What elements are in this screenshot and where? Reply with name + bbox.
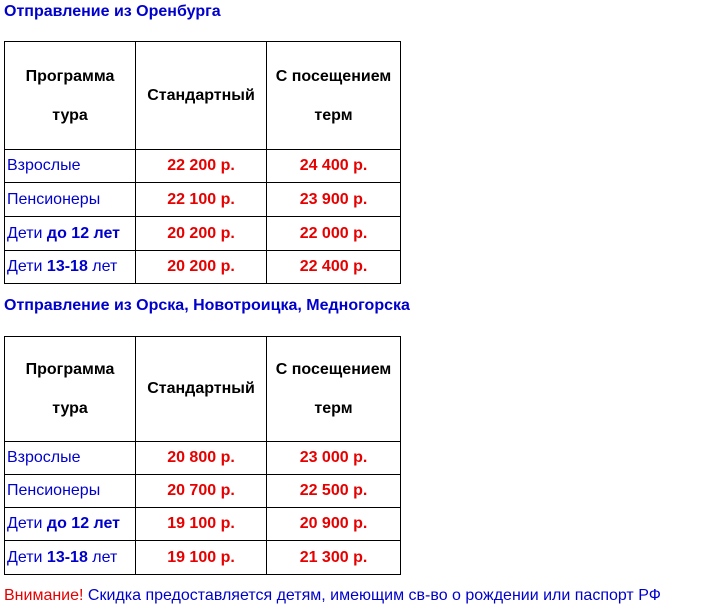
header-with-terms [267, 337, 401, 442]
header-with-terms-line2: терм [314, 400, 353, 417]
price-with-terms: 22 400 р. [267, 251, 401, 284]
price-with-terms: 24 400 р. [267, 150, 401, 183]
price-standard: 19 100 р. [136, 508, 267, 541]
table-row [5, 541, 401, 575]
row-label: Пенсионеры [5, 475, 136, 508]
header-program-line2: тура [52, 106, 88, 124]
header-with-terms-line1: С посещением [275, 67, 392, 85]
table-row [5, 183, 401, 217]
table-row [5, 217, 401, 251]
row-label: Пенсионеры [5, 183, 136, 217]
price-with-terms: 23 000 р. [267, 442, 401, 475]
price-table-orenburg [4, 41, 401, 284]
header-program-line1: Программа [25, 361, 115, 378]
price-with-terms: 20 900 р. [267, 508, 401, 541]
table-row [5, 442, 401, 475]
price-standard: 20 200 р. [136, 217, 267, 251]
section-title-orenburg: Отправление из Оренбурга [4, 3, 221, 20]
price-with-terms: 21 300 р. [267, 541, 401, 575]
row-label: Дети 13-18 лет [5, 541, 136, 575]
price-with-terms: 22 500 р. [267, 475, 401, 508]
row-label: Дети до 12 лет [5, 217, 136, 251]
price-standard: 20 200 р. [136, 251, 267, 284]
header-standard: Стандартный [136, 337, 267, 442]
price-with-terms: 23 900 р. [267, 183, 401, 217]
price-standard: 20 800 р. [136, 442, 267, 475]
header-with-terms-line1: С посещением [275, 361, 392, 378]
header-standard: Стандартный [136, 42, 267, 150]
price-table-orsk [4, 336, 401, 575]
row-label: Дети до 12 лет [5, 508, 136, 541]
table-row [5, 150, 401, 183]
row-label: Взрослые [5, 442, 136, 475]
header-program-line2: тура [52, 400, 88, 417]
section-title-orsk: Отправление из Орска, Новотроицка, Медногорска [4, 297, 410, 314]
header-program-line1: Программа [25, 67, 115, 85]
price-standard: 20 700 р. [136, 475, 267, 508]
table-row [5, 475, 401, 508]
row-label: Дети 13-18 лет [5, 251, 136, 284]
price-standard: 22 200 р. [136, 150, 267, 183]
header-with-terms-line2: терм [314, 106, 353, 124]
header-program [5, 337, 136, 442]
price-standard: 22 100 р. [136, 183, 267, 217]
notice-warning: Внимание! [4, 587, 84, 604]
price-with-terms: 22 000 р. [267, 217, 401, 251]
table-header-row [5, 337, 401, 442]
row-label: Взрослые [5, 150, 136, 183]
notice-text: Скидка предоставляется детям, имеющим св-во о рождении или паспорт РФ [83, 587, 661, 604]
table-header-row [5, 42, 401, 150]
table-row [5, 251, 401, 284]
price-standard: 19 100 р. [136, 541, 267, 575]
discount-notice [4, 587, 661, 605]
header-with-terms [267, 42, 401, 150]
table-row [5, 508, 401, 541]
header-program [5, 42, 136, 150]
